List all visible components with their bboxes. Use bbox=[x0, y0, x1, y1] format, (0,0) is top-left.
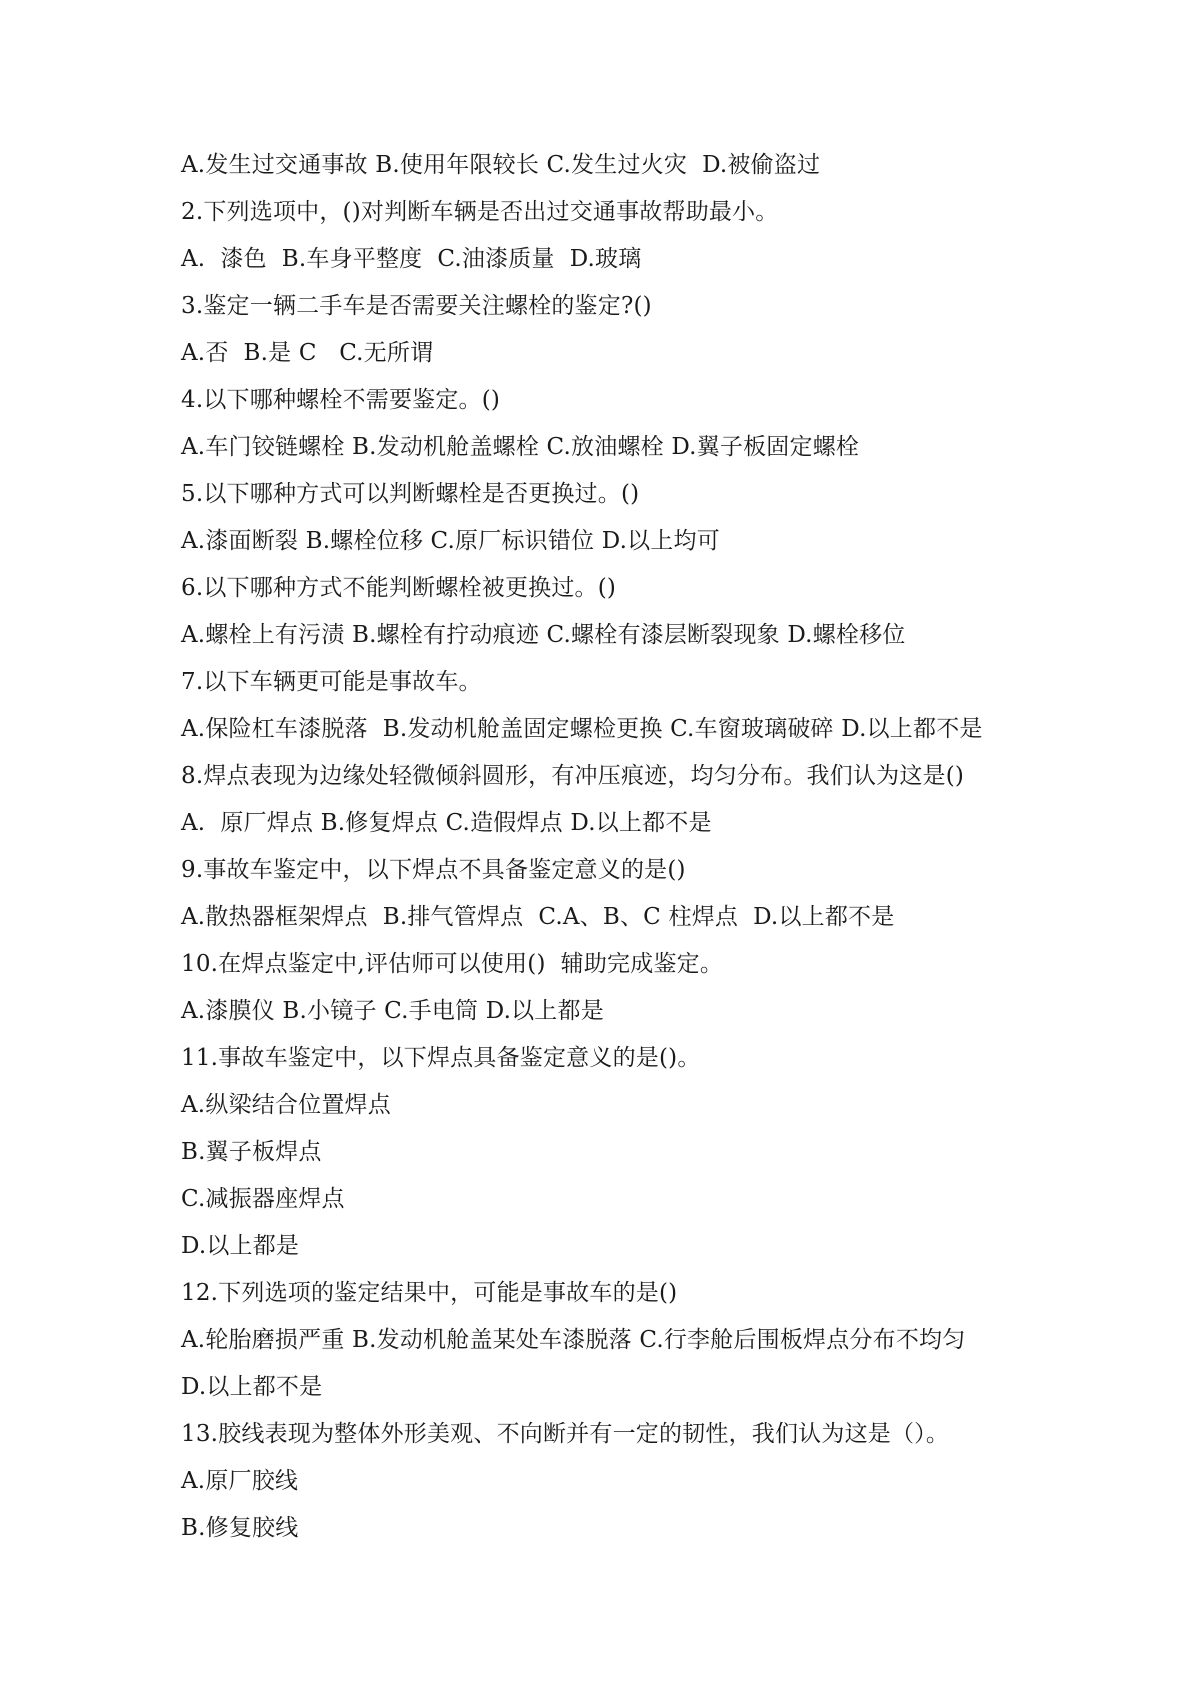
question-5: 5.以下哪种方式可以判断螺栓是否更换过。() bbox=[181, 481, 640, 507]
option-q13-b: B.修复胶线 bbox=[181, 1515, 299, 1541]
question-13: 13.胶线表现为整体外形美观、不向断并有一定的韧性，我们认为这是（）。 bbox=[181, 1421, 950, 1447]
options-q6: A.螺栓上有污渍 B.螺栓有拧动痕迹 C.螺栓有漆层断裂现象 D.螺栓移位 bbox=[181, 622, 906, 648]
question-9: 9.事故车鉴定中，以下焊点不具备鉴定意义的是() bbox=[181, 857, 686, 883]
question-11: 11.事故车鉴定中，以下焊点具备鉴定意义的是()。 bbox=[181, 1045, 701, 1071]
option-q11-c: C.减振器座焊点 bbox=[181, 1186, 345, 1212]
question-3: 3.鉴定一辆二手车是否需要关注螺栓的鉴定?() bbox=[181, 293, 652, 319]
document-body bbox=[181, 142, 1081, 1552]
options-q12-abc: A.轮胎磨损严重 B.发动机舱盖某处车漆脱落 C.行李舱后围板焊点分布不均匀 bbox=[181, 1327, 966, 1353]
option-q11-b: B.翼子板焊点 bbox=[181, 1139, 322, 1165]
options-q4: A.车门铰链螺栓 B.发动机舱盖螺栓 C.放油螺栓 D.翼子板固定螺栓 bbox=[181, 434, 860, 460]
options-q8: A. 原厂焊点 B.修复焊点 C.造假焊点 D.以上都不是 bbox=[181, 810, 712, 836]
options-q10: A.漆膜仪 B.小镜子 C.手电筒 D.以上都是 bbox=[181, 998, 604, 1024]
options-q3: A.否 B.是 C C.无所谓 bbox=[181, 340, 434, 366]
option-q11-a: A.纵梁结合位置焊点 bbox=[181, 1092, 391, 1118]
options-q2: A. 漆色 B.车身平整度 C.油漆质量 D.玻璃 bbox=[181, 246, 642, 272]
question-8: 8.焊点表现为边缘处轻微倾斜圆形，有冲压痕迹，均匀分布。我们认为这是() bbox=[181, 763, 965, 789]
option-q13-a: A.原厂胶线 bbox=[181, 1468, 299, 1494]
question-6: 6.以下哪种方式不能判断螺栓被更换过。() bbox=[181, 575, 617, 601]
option-q11-d: D.以上都是 bbox=[181, 1233, 300, 1259]
question-2: 2.下列选项中，()对判断车辆是否出过交通事故帮助最小。 bbox=[181, 199, 779, 225]
options-q5: A.漆面断裂 B.螺栓位移 C.原厂标识错位 D.以上均可 bbox=[181, 528, 720, 554]
question-4: 4.以下哪种螺栓不需要鉴定。() bbox=[181, 387, 501, 413]
options-q9: A.散热器框架焊点 B.排气管焊点 C.A、B、C 柱焊点 D.以上都不是 bbox=[181, 904, 895, 930]
question-7: 7.以下车辆更可能是事故车。 bbox=[181, 669, 482, 695]
question-10: 10.在焊点鉴定中,评估师可以使用() 辅助完成鉴定。 bbox=[181, 951, 724, 977]
question-12: 12.下列选项的鉴定结果中，可能是事故车的是() bbox=[181, 1280, 678, 1306]
options-q7: A.保险杠车漆脱落 B.发动机舱盖固定螺检更换 C.车窗玻璃破碎 D.以上都不是 bbox=[181, 716, 983, 742]
option-q12-d: D.以上都不是 bbox=[181, 1374, 323, 1400]
option-line-q1: A.发生过交通事故 B.使用年限较长 C.发生过火灾 D.被偷盗过 bbox=[181, 152, 821, 178]
